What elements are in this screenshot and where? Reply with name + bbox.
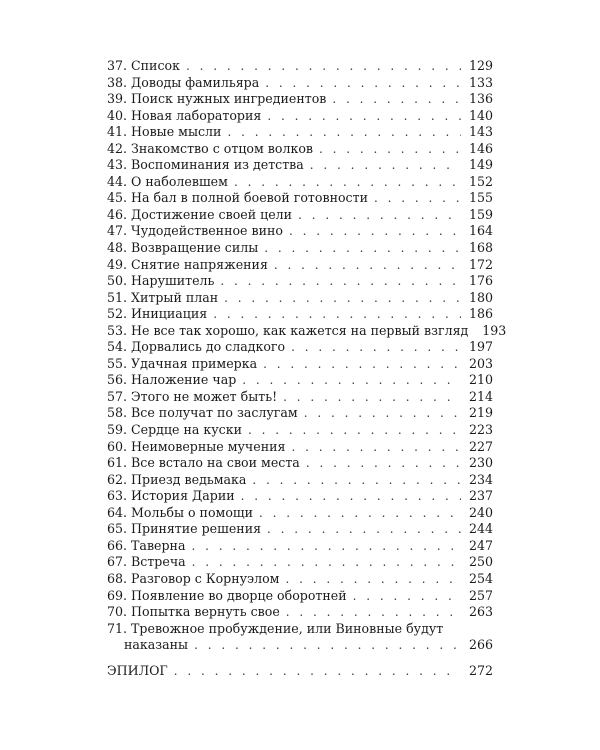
dot-leader (264, 240, 461, 257)
toc-entry-title-line2: наказаны (124, 637, 189, 653)
dot-leader (263, 356, 461, 373)
toc-entry-page: 219 (468, 405, 493, 421)
dot-leader (353, 588, 461, 605)
toc-entry (107, 604, 493, 621)
dot-leader (265, 75, 461, 92)
dot-leader (192, 554, 461, 571)
toc-entry-page: 250 (468, 554, 493, 570)
toc-entry-title: 58. Все получат по заслугам (107, 405, 298, 421)
dot-leader (194, 637, 461, 654)
dot-leader (304, 405, 461, 422)
toc-entry-page: 164 (468, 223, 493, 239)
toc-entry-page: 210 (468, 372, 493, 388)
toc-entry (107, 306, 493, 323)
toc-entry-page: 203 (468, 355, 493, 371)
dot-leader (186, 58, 461, 75)
toc-entry (107, 472, 493, 489)
toc-entry-page: 254 (468, 570, 493, 586)
dot-leader (234, 174, 461, 191)
toc-entry-title: 61. Все встало на свои места (107, 455, 300, 471)
toc-entry-title: 70. Попытка вернуть свое (107, 604, 280, 620)
toc-entry-title: 44. О наболевшем (107, 173, 228, 189)
toc-entry-71 (107, 621, 493, 654)
toc-entry-page: 129 (468, 58, 493, 73)
toc-entry-title: 48. Возвращение силы (107, 240, 259, 256)
toc-entry-title: 68. Разговор с Корнуэлом (107, 570, 280, 586)
dot-leader (267, 108, 461, 125)
toc-entry-page: 133 (468, 74, 493, 90)
dot-leader (220, 273, 461, 290)
toc-entry (107, 91, 493, 108)
toc-entry (107, 124, 493, 141)
toc-entry-page: 240 (468, 504, 493, 520)
toc-entry-page: 266 (468, 637, 493, 653)
toc-entry (107, 372, 493, 389)
toc-entry-page: 257 (468, 587, 493, 603)
dot-leader (248, 422, 461, 439)
toc-entry-page: 149 (468, 157, 493, 173)
toc-entry-title: 67. Встреча (107, 554, 186, 570)
dot-leader (213, 306, 461, 323)
toc-entry-page: 152 (468, 173, 493, 189)
toc-entry (107, 257, 493, 274)
dot-leader (224, 290, 461, 307)
toc-entry-title: 64. Мольбы о помощи (107, 504, 254, 520)
toc-entry-title: 55. Удачная примерка (107, 355, 258, 371)
toc-entry-title: 38. Доводы фамильяра (107, 74, 260, 90)
toc-entry (107, 571, 493, 588)
toc-entry-title: 63. История Дарии (107, 488, 235, 504)
toc-entry-line2 (107, 637, 493, 654)
toc-entry-title: 37. Список (107, 58, 180, 73)
dot-leader (274, 257, 461, 274)
toc-entry-title: 52. Инициация (107, 306, 208, 322)
toc-entry (107, 538, 493, 555)
toc-entry-page: 227 (468, 438, 493, 454)
toc-entry-page: 247 (468, 537, 493, 553)
toc-entry (107, 488, 493, 505)
toc-entry-page: 244 (468, 521, 493, 537)
toc-entry-title: 45. На бал в полной боевой готовности (107, 190, 368, 206)
toc-entry-page: 223 (468, 422, 493, 438)
toc-entry-page: 176 (468, 273, 493, 289)
toc-entry (107, 554, 493, 571)
toc-entry-title: 54. Дорвались до сладкого (107, 339, 286, 355)
toc-entry (107, 207, 493, 224)
toc-entry-page: 146 (468, 140, 493, 156)
dot-leader (241, 488, 461, 505)
toc-entry (107, 405, 493, 422)
toc-entry-title: ЭПИЛОГ (107, 662, 168, 678)
toc-entry-title-line1: 71. Тревожное пробуждение, или Виновные будут (107, 620, 444, 636)
toc-entry-page: 143 (468, 124, 493, 140)
toc-entry-title: 50. Нарушитель (107, 273, 215, 289)
toc-entry-page: 168 (468, 240, 493, 256)
toc-entry-page: 263 (468, 604, 493, 620)
table-of-contents (107, 58, 507, 679)
toc-entry (107, 322, 507, 340)
toc-entry-title: 59. Сердце на куски (107, 422, 242, 438)
toc-entry-title: 56. Наложение чар (107, 372, 237, 388)
toc-entry-title: 53. Не все так хорошо, как кажется на первый взгляд (107, 322, 469, 338)
toc-entry-title: 43. Воспоминания из детства (107, 157, 304, 173)
toc-entry (107, 339, 493, 356)
dot-leader (191, 538, 461, 555)
toc-entry-page: 159 (468, 206, 493, 222)
toc-entry (107, 273, 493, 290)
toc-entry-page: 230 (468, 455, 493, 471)
dot-leader (267, 521, 461, 538)
dot-leader (174, 663, 461, 680)
toc-entry (107, 75, 493, 92)
toc-entry (107, 157, 493, 174)
dot-leader (298, 207, 461, 224)
toc-entry (107, 505, 493, 522)
toc-entry-title: 65. Принятие решения (107, 521, 262, 537)
toc-entry (107, 389, 493, 406)
toc-entry (107, 439, 493, 456)
dot-leader (285, 571, 461, 588)
dot-leader (319, 141, 461, 158)
toc-entry-title: 46. Достижение своей цели (107, 206, 293, 222)
dot-leader (283, 389, 461, 406)
toc-entry-title: 41. Новые мысли (107, 124, 222, 140)
toc-entries (107, 58, 507, 621)
dot-leader (310, 157, 461, 174)
toc-entry (107, 108, 493, 125)
toc-entry-title: 42. Знакомство с отцом волков (107, 140, 314, 156)
toc-entry-title: 49. Снятие напряжения (107, 256, 268, 272)
toc-entry-title: 69. Появление во дворце оборотней (107, 587, 347, 603)
toc-entry-page: 272 (468, 662, 493, 678)
dot-leader (286, 604, 461, 621)
toc-entry (107, 58, 493, 75)
toc-entry-page: 172 (468, 256, 493, 272)
toc-entry-title: 60. Неимоверные мучения (107, 438, 286, 454)
toc-entry (107, 422, 493, 439)
toc-entry (107, 588, 493, 605)
toc-entry (107, 174, 493, 191)
dot-leader (242, 372, 461, 389)
toc-entry-page: 214 (468, 388, 493, 404)
toc-entry-title: 57. Этого не может быть! (107, 388, 278, 404)
toc-entry-page: 155 (468, 190, 493, 206)
toc-entry-title: 47. Чудодейственное вино (107, 223, 283, 239)
dot-leader (332, 91, 461, 108)
dot-leader (227, 124, 461, 141)
toc-entry (107, 190, 493, 207)
toc-entry-page: 136 (468, 91, 493, 107)
dot-leader (289, 223, 461, 240)
dot-leader (306, 455, 461, 472)
dot-leader (291, 339, 461, 356)
dot-leader (374, 190, 461, 207)
toc-entry-page: 237 (468, 488, 493, 504)
toc-entry (107, 223, 493, 240)
toc-entry (107, 240, 493, 257)
toc-entry-title: 39. Поиск нужных ингредиентов (107, 91, 327, 107)
toc-entry (107, 356, 493, 373)
toc-entry-title: 51. Хитрый план (107, 289, 219, 305)
toc-entry-page: 180 (468, 289, 493, 305)
toc-entry (107, 521, 493, 538)
dot-leader (291, 439, 461, 456)
toc-entry (107, 141, 493, 158)
toc-entry-title: 62. Приезд ведьмака (107, 471, 247, 487)
dot-leader (252, 472, 461, 489)
toc-entry-title: 40. Новая лаборатория (107, 107, 262, 123)
toc-entry-page: 140 (468, 107, 493, 123)
toc-entry (107, 290, 493, 307)
toc-entry-page: 197 (468, 339, 493, 355)
toc-entry (107, 455, 493, 472)
toc-entry-page: 186 (468, 306, 493, 322)
toc-entry-page: 193 (482, 322, 507, 338)
toc-entry-page: 234 (468, 471, 493, 487)
toc-entry-epilog (107, 663, 493, 680)
toc-entry-title: 66. Таверна (107, 537, 186, 553)
dot-leader (259, 505, 461, 522)
